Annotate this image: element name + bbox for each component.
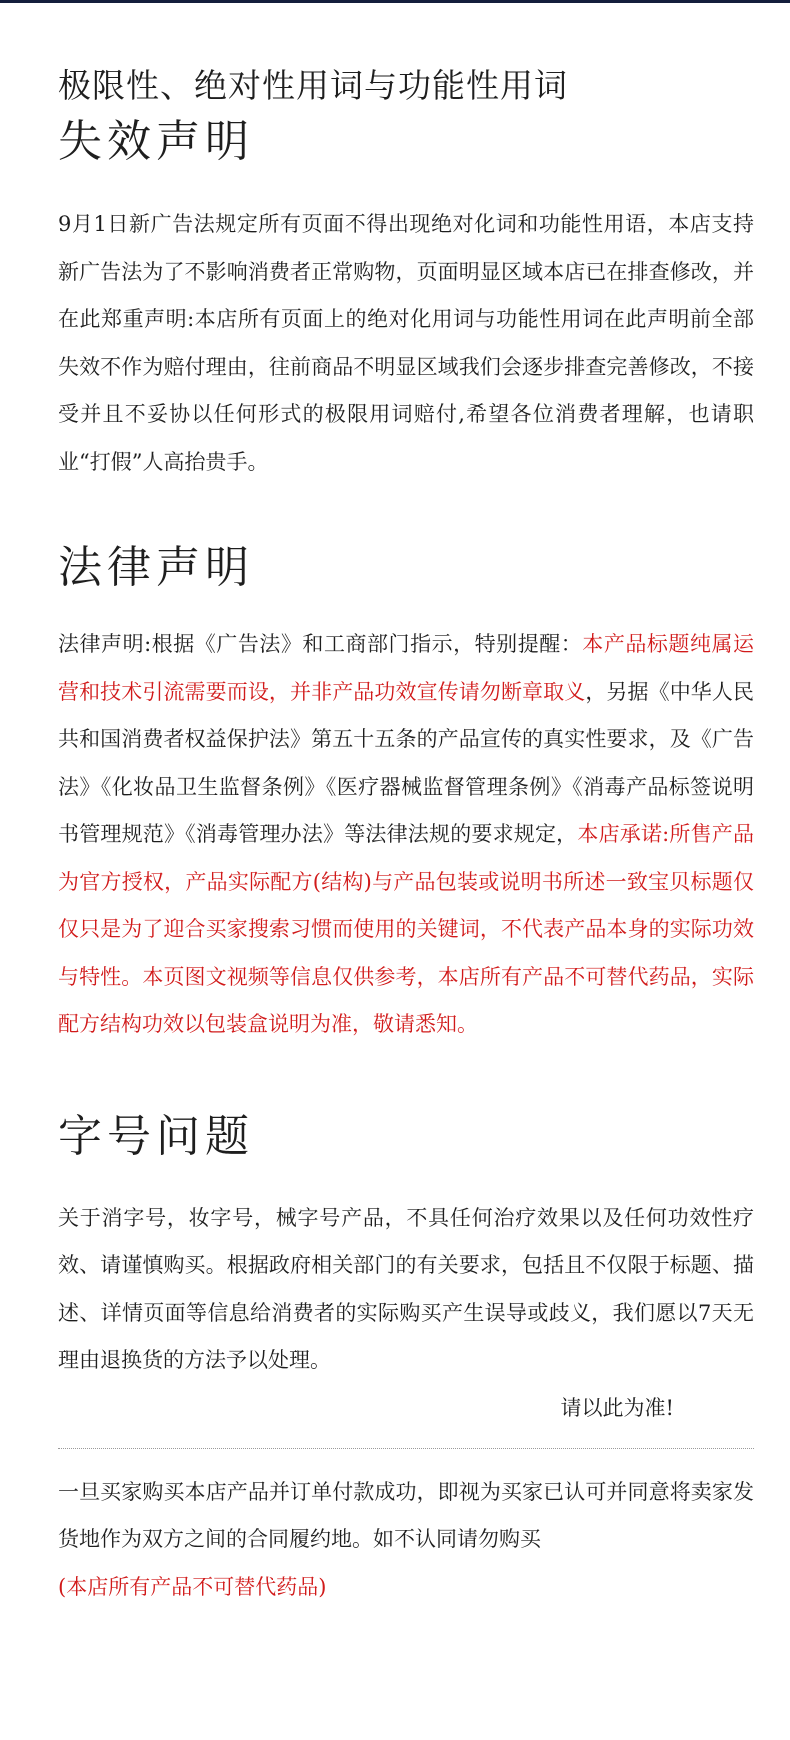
content <box>58 60 754 1611</box>
section4-body <box>58 1469 754 1612</box>
store-promise-red: 本店承诺:所售产品为官方授权，产品实际配方(结构)与产品包装或说明书所述一致宝贝标题仅仅只是为了迎合买家搜索习惯而使用的关键词，不代表产品本身的实际功效与特性。本页图文视频等信息仅供参考，本店所有产品不可替代药品，实际配方结构功效以包装盒说明为准，敬请悉知。 <box>58 822 755 1036</box>
section3-note: 请以此为准! <box>560 1395 674 1420</box>
section3-title: 字号问题 <box>58 1110 254 1162</box>
section2-body <box>58 621 754 1049</box>
legal-text-1: 法律声明:根据《广告法》和工商部门指示，特别提醒： <box>58 632 583 656</box>
no-drug-substitute-note: (本店所有产品不可替代药品) <box>58 1574 327 1599</box>
section1-title: 失效声明 <box>58 116 254 167</box>
legal-warning-red: 本产品标题纯属运营和技术引流需要而设，并非产品功效宣传请勿断章取义 <box>58 632 754 704</box>
divider <box>58 1448 754 1449</box>
contract-text: 一旦买家购买本店产品并订单付款成功，即视为买家已认可并同意将卖家发货地作为双方之间的合同履约地。如不认同请勿购买 <box>58 1479 754 1551</box>
section2-title: 法律声明 <box>58 542 254 593</box>
legal-text-2: ，另据《中华人民共和国消费者权益保护法》第五十五条的产品宣传的真实性要求，及《广告法》《化妆品卫生监督条例》《医疗器械监督管理条例》《消毒产品标签说明书管理规范》《消毒管理办法》等法律法规的要求规定， <box>58 679 754 846</box>
section3-body: 关于消字号，妆字号，械字号产品，不具任何治疗效果以及任何功效性疗效、请谨慎购买。根据政府相关部门的有关要求，包括且不仅限于标题、描述、详情页面等信息给消费者的实际购买产生误导或歧义，我们愿以7天无理由退换货的方法予以处理。 <box>58 1205 754 1372</box>
section1-subtitle: 极限性、绝对性用词与功能性用词 <box>58 66 568 105</box>
top-bar <box>0 0 790 3</box>
section1-body: 9月1日新广告法规定所有页面不得出现绝对化词和功能性用语，本店支持新广告法为了不影响消费者正常购物，页面明显区域本店已在排查修改，并在此郑重声明:本店所有页面上的绝对化用词与功能性用词在此声明前全部失效不作为赔付理由，往前商品不明显区域我们会逐步排查完善修改，不接受并且不妥协以任何形式的极限用词赔付,希望各位消费者理解，也请职业“打假”人高抬贵手。 <box>58 212 754 474</box>
